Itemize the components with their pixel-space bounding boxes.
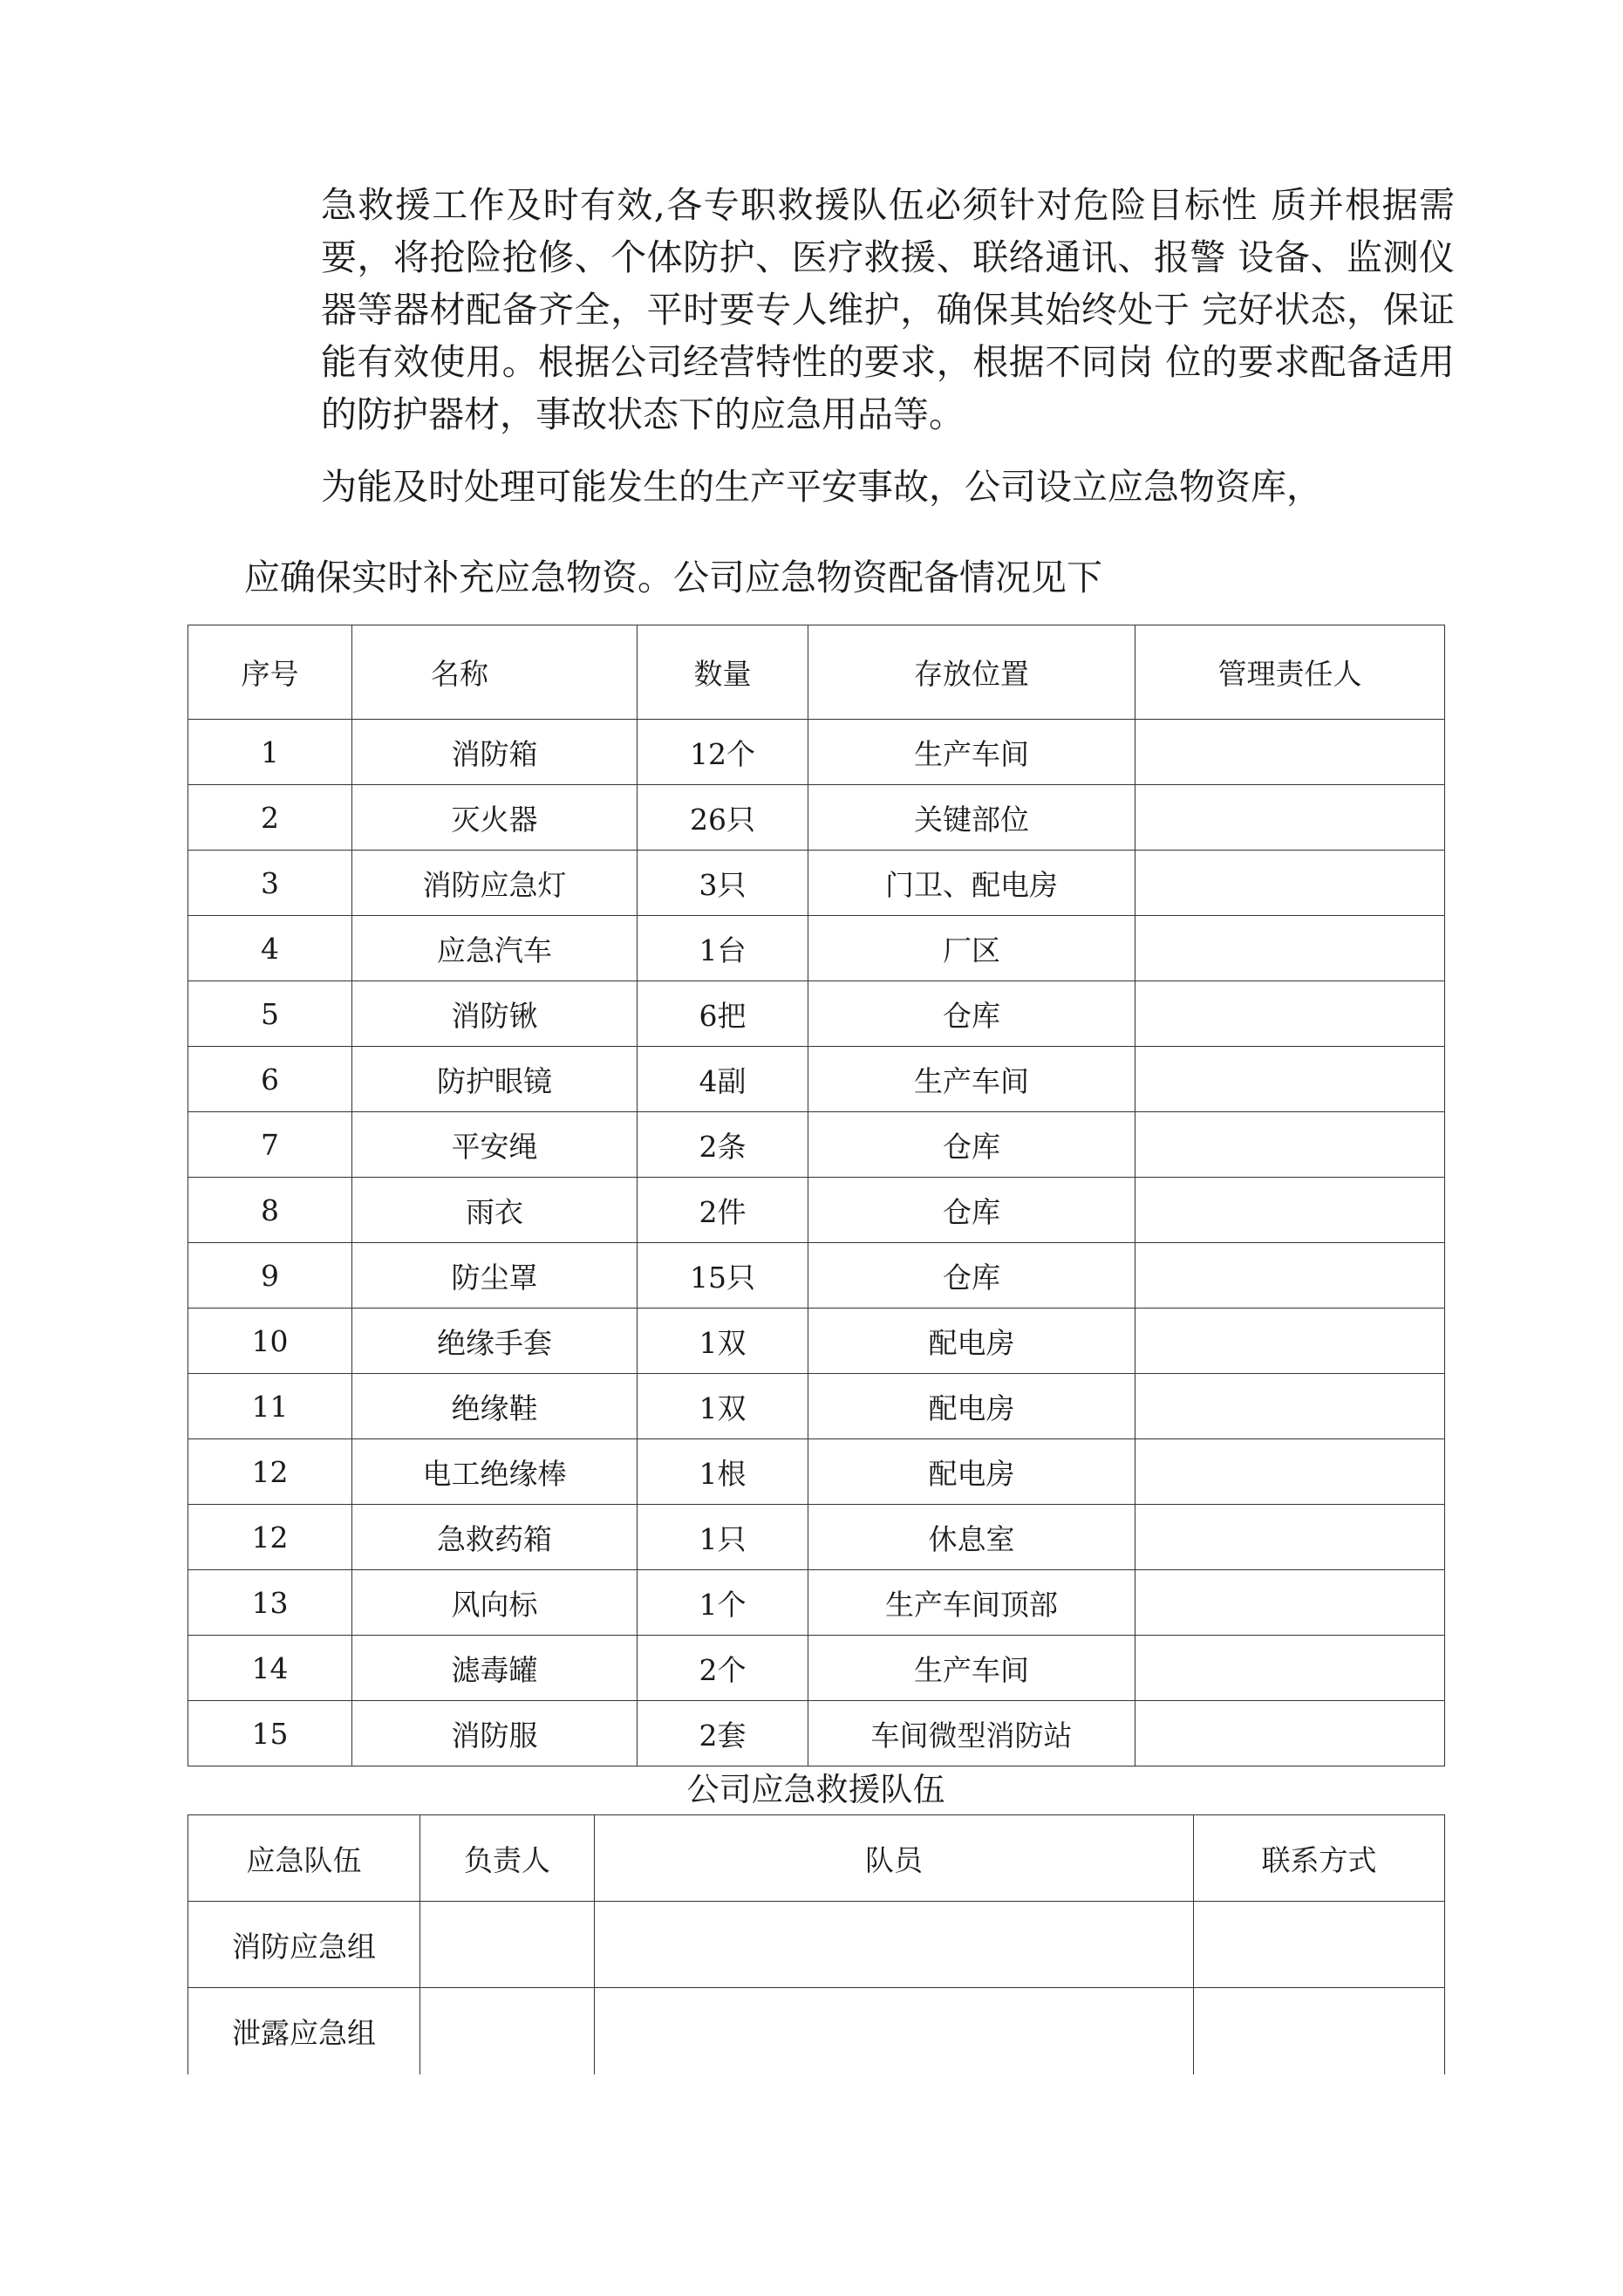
cell-location: 配电房 xyxy=(808,1439,1135,1505)
cell-location: 仓库 xyxy=(808,1178,1135,1243)
table-row xyxy=(188,1570,1445,1636)
supplies-intro-line: 应确保实时补充应急物资。公司应急物资配备情况见下 xyxy=(244,557,1102,598)
table-row xyxy=(188,1902,1445,1988)
header-leader: 负责人 xyxy=(420,1815,595,1902)
cell-no: 11 xyxy=(188,1374,352,1439)
emergency-supplies-table xyxy=(188,625,1445,1766)
cell-name: 急救药箱 xyxy=(352,1505,638,1570)
cell-no: 12 xyxy=(188,1505,352,1570)
table-row xyxy=(188,785,1445,851)
cell-no: 1 xyxy=(188,720,352,785)
cell-leader xyxy=(420,1902,595,1988)
cell-manager xyxy=(1135,1505,1445,1570)
cell-name: 应急汽车 xyxy=(352,916,638,981)
cell-location: 生产车间 xyxy=(808,1636,1135,1701)
cell-qty: 1只 xyxy=(638,1505,808,1570)
cell-location: 仓库 xyxy=(808,1243,1135,1309)
cell-location: 仓库 xyxy=(808,981,1135,1047)
header-qty: 数量 xyxy=(638,625,808,720)
cell-name: 绝缘手套 xyxy=(352,1309,638,1374)
table-row xyxy=(188,720,1445,785)
cell-no: 5 xyxy=(188,981,352,1047)
cell-location: 关键部位 xyxy=(808,785,1135,851)
cell-manager xyxy=(1135,1636,1445,1701)
table-row xyxy=(188,1243,1445,1309)
cell-manager xyxy=(1135,1047,1445,1112)
cell-qty: 2个 xyxy=(638,1636,808,1701)
cell-manager xyxy=(1135,1178,1445,1243)
cell-manager xyxy=(1135,981,1445,1047)
table-row xyxy=(188,981,1445,1047)
cell-location: 仓库 xyxy=(808,1112,1135,1178)
cell-name: 风向标 xyxy=(352,1570,638,1636)
cell-no: 12 xyxy=(188,1439,352,1505)
cell-no: 4 xyxy=(188,916,352,981)
cell-name: 消防锹 xyxy=(352,981,638,1047)
cell-name: 平安绳 xyxy=(352,1112,638,1178)
header-name: 名称 xyxy=(352,625,638,720)
table-row xyxy=(188,1988,1445,2074)
cell-name: 灭火器 xyxy=(352,785,638,851)
cell-manager xyxy=(1135,1439,1445,1505)
cell-no: 8 xyxy=(188,1178,352,1243)
cell-location: 生产车间 xyxy=(808,720,1135,785)
cell-qty: 2套 xyxy=(638,1701,808,1766)
emergency-teams-table xyxy=(188,1814,1445,2074)
cell-qty: 12个 xyxy=(638,720,808,785)
cell-location: 门卫、配电房 xyxy=(808,851,1135,916)
table-row xyxy=(188,1505,1445,1570)
header-team: 应急队伍 xyxy=(188,1815,420,1902)
cell-qty: 3只 xyxy=(638,851,808,916)
cell-qty: 1双 xyxy=(638,1309,808,1374)
cell-no: 10 xyxy=(188,1309,352,1374)
cell-qty: 4副 xyxy=(638,1047,808,1112)
header-members: 队员 xyxy=(595,1815,1194,1902)
cell-manager xyxy=(1135,1243,1445,1309)
table-row xyxy=(188,1701,1445,1766)
cell-qty: 1双 xyxy=(638,1374,808,1439)
intro-paragraph: 急救援工作及时有效,各专职救援队伍必须针对危险目标性 质并根据需要，将抢险抢修、个体防护、医疗救援、联络通讯、报警 设备、监测仪器等器材配备齐全，平时要专人维护，确保其始终处于 完好状态，保证能有效使用。根据公司经营特性的要求，根据不同岗 位的要求配备适用的防护器材，事故状态下的应急用品等。 xyxy=(321,184,1455,435)
table-row xyxy=(188,851,1445,916)
header-manager: 管理责任人 xyxy=(1135,625,1445,720)
cell-location: 生产车间顶部 xyxy=(808,1570,1135,1636)
table-row xyxy=(188,1178,1445,1243)
header-no: 序号 xyxy=(188,625,352,720)
cell-no: 2 xyxy=(188,785,352,851)
cell-manager xyxy=(1135,1112,1445,1178)
cell-no: 6 xyxy=(188,1047,352,1112)
table-row xyxy=(188,916,1445,981)
header-contact: 联系方式 xyxy=(1194,1815,1445,1902)
cell-name: 消防箱 xyxy=(352,720,638,785)
cell-qty: 1根 xyxy=(638,1439,808,1505)
cell-qty: 6把 xyxy=(638,981,808,1047)
cell-qty: 15只 xyxy=(638,1243,808,1309)
cell-manager xyxy=(1135,1570,1445,1636)
cell-manager xyxy=(1135,720,1445,785)
cell-manager xyxy=(1135,851,1445,916)
cell-no: 14 xyxy=(188,1636,352,1701)
table-header-row xyxy=(188,625,1445,720)
cell-location: 生产车间 xyxy=(808,1047,1135,1112)
cell-location: 厂区 xyxy=(808,916,1135,981)
cell-name: 消防服 xyxy=(352,1701,638,1766)
cell-manager xyxy=(1135,785,1445,851)
cell-manager xyxy=(1135,1701,1445,1766)
cell-name: 防尘罩 xyxy=(352,1243,638,1309)
cell-qty: 2条 xyxy=(638,1112,808,1178)
cell-contact xyxy=(1194,1902,1445,1988)
cell-team: 消防应急组 xyxy=(188,1902,420,1988)
cell-no: 13 xyxy=(188,1570,352,1636)
cell-name: 绝缘鞋 xyxy=(352,1374,638,1439)
cell-location: 休息室 xyxy=(808,1505,1135,1570)
cell-qty: 1个 xyxy=(638,1570,808,1636)
cell-location: 配电房 xyxy=(808,1374,1135,1439)
header-location: 存放位置 xyxy=(808,625,1135,720)
cell-qty: 1台 xyxy=(638,916,808,981)
cell-name: 雨衣 xyxy=(352,1178,638,1243)
cell-name: 电工绝缘棒 xyxy=(352,1439,638,1505)
cell-name: 防护眼镜 xyxy=(352,1047,638,1112)
team-table-title: 公司应急救援队伍 xyxy=(686,1771,945,1808)
cell-no: 7 xyxy=(188,1112,352,1178)
cell-manager xyxy=(1135,1309,1445,1374)
table-row xyxy=(188,1374,1445,1439)
cell-qty: 26只 xyxy=(638,785,808,851)
cell-location: 配电房 xyxy=(808,1309,1135,1374)
cell-team: 泄露应急组 xyxy=(188,1988,420,2074)
cell-name: 滤毒罐 xyxy=(352,1636,638,1701)
cell-no: 9 xyxy=(188,1243,352,1309)
cell-contact xyxy=(1194,1988,1445,2074)
cell-no: 3 xyxy=(188,851,352,916)
cell-location: 车间微型消防站 xyxy=(808,1701,1135,1766)
cell-manager xyxy=(1135,916,1445,981)
cell-members xyxy=(595,1902,1194,1988)
table-header-row xyxy=(188,1815,1445,1902)
cell-qty: 2件 xyxy=(638,1178,808,1243)
table-row xyxy=(188,1636,1445,1701)
table-row xyxy=(188,1439,1445,1505)
cell-no: 15 xyxy=(188,1701,352,1766)
table-row xyxy=(188,1112,1445,1178)
cell-members xyxy=(595,1988,1194,2074)
cell-manager xyxy=(1135,1374,1445,1439)
cell-name: 消防应急灯 xyxy=(352,851,638,916)
table-row xyxy=(188,1047,1445,1112)
table-row xyxy=(188,1309,1445,1374)
warehouse-paragraph: 为能及时处理可能发生的生产平安事故，公司设立应急物资库， xyxy=(321,466,1322,508)
cell-leader xyxy=(420,1988,595,2074)
